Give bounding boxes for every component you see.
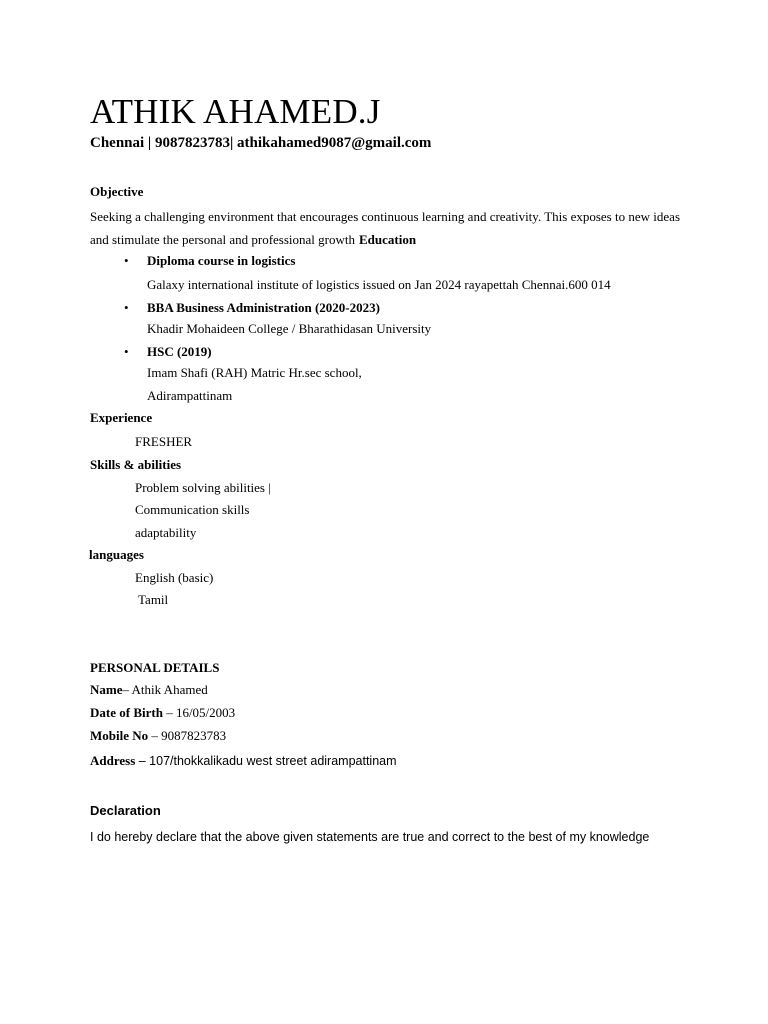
address-label: Address (90, 753, 136, 768)
language-item: English (basic) (135, 570, 214, 585)
bullet-icon: • (124, 344, 129, 359)
declaration-heading: Declaration (90, 803, 161, 818)
objective-body: Seeking a challenging environment that encourages continuous learning and creativity. This exposes to new ideas and stimulate the personal and professional growth (90, 209, 680, 247)
education-title: Diploma course in logistics (147, 253, 296, 268)
contact-line: Chennai | 9087823783| athikahamed9087@gmail.com (90, 135, 432, 151)
dob-value: – 16/05/2003 (162, 705, 236, 720)
education-detail: Imam Shafi (RAH) Matric Hr.sec school, (147, 365, 362, 380)
personal-details-heading: PERSONAL DETAILS (90, 660, 220, 675)
candidate-name: ATHIK AHAMED.J (90, 92, 381, 131)
skill-item: Problem solving abilities | (135, 480, 271, 495)
language-item: Tamil (135, 592, 169, 607)
skills-heading: Skills & abilities (90, 457, 182, 472)
mobile-label: Mobile No (90, 728, 149, 743)
objective-text (90, 206, 680, 251)
education-heading: Education (359, 231, 417, 247)
bullet-icon: • (124, 300, 129, 315)
skill-item: Communication skills (135, 502, 250, 517)
name-label: Name (90, 682, 123, 697)
objective-heading: Objective (90, 184, 144, 199)
declaration-text: I do hereby declare that the above given statements are true and correct to the best of my knowledge (90, 830, 650, 844)
education-title: HSC (2019) (147, 344, 212, 359)
personal-address-row (90, 753, 397, 769)
personal-dob-row (90, 705, 235, 721)
personal-name-row (90, 682, 208, 698)
personal-mobile-row (90, 728, 226, 744)
skill-item: adaptability (135, 525, 197, 540)
mobile-value: – 9087823783 (148, 728, 227, 743)
languages-heading: languages (89, 547, 144, 562)
dob-label: Date of Birth (90, 705, 163, 720)
education-detail: Galaxy international institute of logistics issued on Jan 2024 rayapettah Chennai.600 014 (147, 277, 611, 292)
bullet-icon: • (124, 253, 129, 268)
education-detail: Khadir Mohaideen College / Bharathidasan University (147, 321, 432, 336)
name-value: – Athik Ahamed (122, 682, 208, 697)
experience-item: FRESHER (135, 434, 193, 449)
education-title: BBA Business Administration (2020-2023) (147, 300, 380, 315)
education-detail: Adirampattinam (147, 388, 233, 403)
address-value: – 107/thokkalikadu west street adirampattinam (135, 754, 397, 768)
experience-heading: Experience (90, 410, 153, 425)
